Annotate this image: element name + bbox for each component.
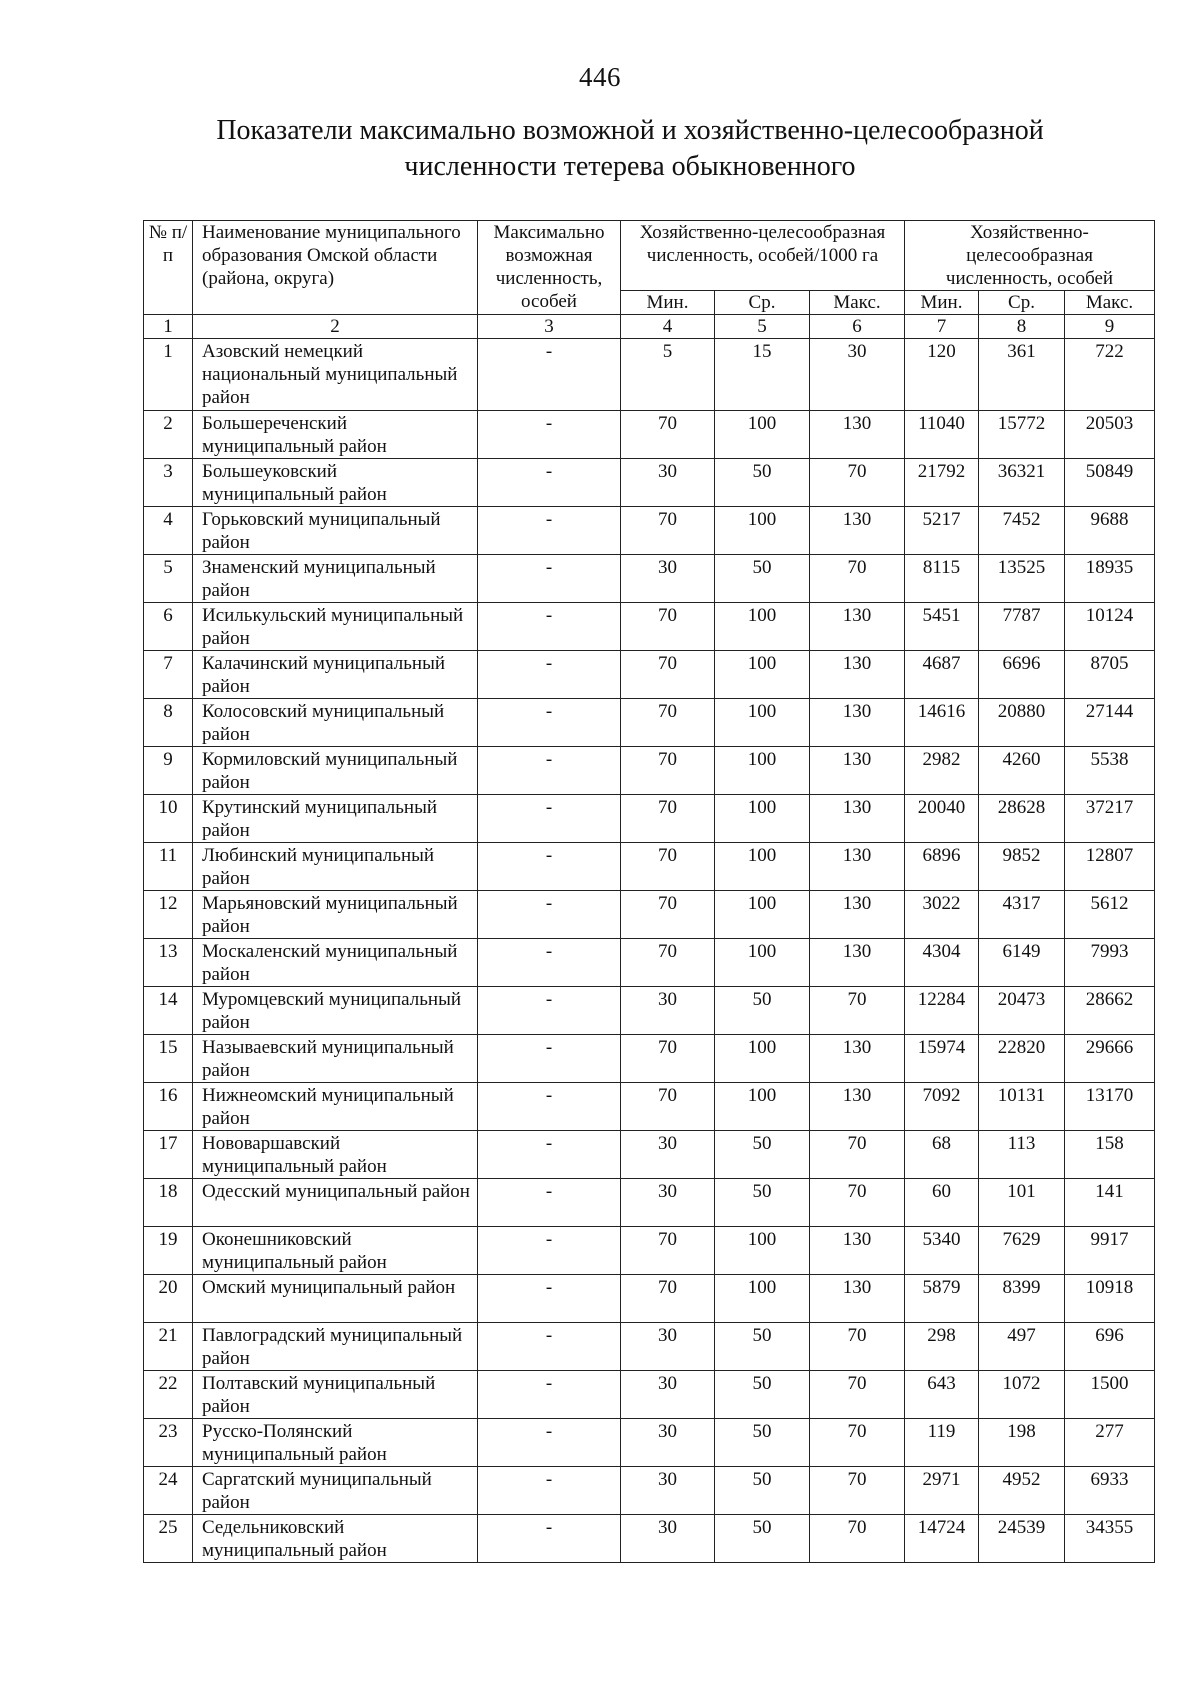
title-line-2: численности тетерева обыкновенного xyxy=(404,151,856,182)
count-min-value: 14724 xyxy=(905,1515,979,1563)
max-possible-value: - xyxy=(478,1419,621,1467)
row-number: 4 xyxy=(144,507,193,555)
count-max-value: 6933 xyxy=(1065,1467,1155,1515)
count-avg-value: 497 xyxy=(979,1323,1065,1371)
max-possible-value: - xyxy=(478,339,621,411)
row-number: 10 xyxy=(144,795,193,843)
count-avg-value: 20880 xyxy=(979,699,1065,747)
density-max-value: 130 xyxy=(810,1275,905,1323)
density-max-value: 130 xyxy=(810,939,905,987)
title-line-1: Показатели максимально возможной и хозяйственно-целесообразной xyxy=(216,115,1044,146)
header-density-max: Макс. xyxy=(810,291,905,315)
max-possible-value: - xyxy=(478,891,621,939)
row-number: 13 xyxy=(144,939,193,987)
density-max-value: 70 xyxy=(810,1467,905,1515)
max-possible-value: - xyxy=(478,411,621,459)
row-number: 14 xyxy=(144,987,193,1035)
density-avg-value: 100 xyxy=(715,651,810,699)
density-avg-value: 100 xyxy=(715,699,810,747)
count-avg-value: 7787 xyxy=(979,603,1065,651)
row-number: 17 xyxy=(144,1131,193,1179)
table-row xyxy=(144,1083,1155,1131)
count-avg-value: 4317 xyxy=(979,891,1065,939)
density-max-value: 130 xyxy=(810,795,905,843)
density-avg-value: 100 xyxy=(715,1035,810,1083)
count-avg-value: 8399 xyxy=(979,1275,1065,1323)
density-avg-value: 50 xyxy=(715,987,810,1035)
max-possible-value: - xyxy=(478,939,621,987)
max-possible-value: - xyxy=(478,507,621,555)
count-min-value: 119 xyxy=(905,1419,979,1467)
density-max-value: 130 xyxy=(810,1227,905,1275)
count-max-value: 158 xyxy=(1065,1131,1155,1179)
count-max-value: 12807 xyxy=(1065,843,1155,891)
table-row xyxy=(144,1467,1155,1515)
count-min-value: 60 xyxy=(905,1179,979,1227)
district-name: Полтавский муниципальный район xyxy=(193,1371,478,1419)
density-avg-value: 50 xyxy=(715,1371,810,1419)
table-row xyxy=(144,1179,1155,1227)
district-name: Знаменский муниципальный район xyxy=(193,555,478,603)
density-min-value: 30 xyxy=(621,1323,715,1371)
district-name: Исилькульский муниципальный район xyxy=(193,603,478,651)
district-name: Нижнеомский муниципальный район xyxy=(193,1083,478,1131)
density-max-value: 130 xyxy=(810,507,905,555)
density-avg-value: 100 xyxy=(715,843,810,891)
density-avg-value: 100 xyxy=(715,1227,810,1275)
density-min-value: 70 xyxy=(621,891,715,939)
density-min-value: 30 xyxy=(621,1515,715,1563)
district-name: Москаленский муниципальный район xyxy=(193,939,478,987)
count-min-value: 5451 xyxy=(905,603,979,651)
count-min-value: 298 xyxy=(905,1323,979,1371)
count-avg-value: 1072 xyxy=(979,1371,1065,1419)
column-number: 3 xyxy=(478,315,621,339)
count-min-value: 5879 xyxy=(905,1275,979,1323)
table-row xyxy=(144,339,1155,411)
district-name: Саргатский муниципальный район xyxy=(193,1467,478,1515)
density-avg-value: 100 xyxy=(715,1083,810,1131)
district-name: Большереченский муниципальный район xyxy=(193,411,478,459)
column-number: 2 xyxy=(193,315,478,339)
district-name: Седельниковский муниципальный район xyxy=(193,1515,478,1563)
table-row xyxy=(144,747,1155,795)
density-max-value: 130 xyxy=(810,651,905,699)
density-avg-value: 50 xyxy=(715,1131,810,1179)
count-min-value: 643 xyxy=(905,1371,979,1419)
district-name: Марьяновский муниципальный район xyxy=(193,891,478,939)
max-possible-value: - xyxy=(478,459,621,507)
max-possible-value: - xyxy=(478,843,621,891)
density-min-value: 70 xyxy=(621,1083,715,1131)
density-min-value: 70 xyxy=(621,1275,715,1323)
max-possible-value: - xyxy=(478,651,621,699)
header-count-group: Хозяйственно-целесообразная численность, особей xyxy=(905,221,1155,291)
column-number: 5 xyxy=(715,315,810,339)
density-max-value: 130 xyxy=(810,411,905,459)
count-max-value: 141 xyxy=(1065,1179,1155,1227)
max-possible-value: - xyxy=(478,747,621,795)
max-possible-value: - xyxy=(478,795,621,843)
district-name: Крутинский муниципальный район xyxy=(193,795,478,843)
row-number: 3 xyxy=(144,459,193,507)
table-row xyxy=(144,1515,1155,1563)
table-row xyxy=(144,795,1155,843)
max-possible-value: - xyxy=(478,1083,621,1131)
max-possible-value: - xyxy=(478,1179,621,1227)
table-row xyxy=(144,603,1155,651)
density-min-value: 30 xyxy=(621,1467,715,1515)
row-number: 8 xyxy=(144,699,193,747)
grouse-population-table xyxy=(143,220,1155,1563)
table-row xyxy=(144,459,1155,507)
count-min-value: 14616 xyxy=(905,699,979,747)
count-avg-value: 10131 xyxy=(979,1083,1065,1131)
count-max-value: 696 xyxy=(1065,1323,1155,1371)
district-name: Любинский муниципальный район xyxy=(193,843,478,891)
max-possible-value: - xyxy=(478,1371,621,1419)
district-name: Нововаршавский муниципальный район xyxy=(193,1131,478,1179)
density-avg-value: 50 xyxy=(715,1515,810,1563)
density-max-value: 70 xyxy=(810,1131,905,1179)
count-avg-value: 20473 xyxy=(979,987,1065,1035)
count-max-value: 9917 xyxy=(1065,1227,1155,1275)
density-min-value: 70 xyxy=(621,843,715,891)
density-max-value: 70 xyxy=(810,1179,905,1227)
row-number: 20 xyxy=(144,1275,193,1323)
max-possible-value: - xyxy=(478,987,621,1035)
header-row-1 xyxy=(144,221,1155,291)
table-row xyxy=(144,987,1155,1035)
district-name: Колосовский муниципальный район xyxy=(193,699,478,747)
density-max-value: 70 xyxy=(810,1515,905,1563)
table-row xyxy=(144,939,1155,987)
density-min-value: 30 xyxy=(621,1419,715,1467)
count-avg-value: 7629 xyxy=(979,1227,1065,1275)
density-avg-value: 100 xyxy=(715,891,810,939)
table-row xyxy=(144,651,1155,699)
count-avg-value: 15772 xyxy=(979,411,1065,459)
table-row xyxy=(144,1275,1155,1323)
density-avg-value: 100 xyxy=(715,747,810,795)
count-avg-value: 22820 xyxy=(979,1035,1065,1083)
max-possible-value: - xyxy=(478,1131,621,1179)
header-name: Наименование муниципального образования Омской области (района, округа) xyxy=(193,221,478,315)
district-name: Большеуковский муниципальный район xyxy=(193,459,478,507)
density-min-value: 5 xyxy=(621,339,715,411)
column-number: 7 xyxy=(905,315,979,339)
count-max-value: 10124 xyxy=(1065,603,1155,651)
density-avg-value: 100 xyxy=(715,939,810,987)
count-avg-value: 24539 xyxy=(979,1515,1065,1563)
count-avg-value: 101 xyxy=(979,1179,1065,1227)
count-min-value: 12284 xyxy=(905,987,979,1035)
count-min-value: 120 xyxy=(905,339,979,411)
column-number: 9 xyxy=(1065,315,1155,339)
max-possible-value: - xyxy=(478,1515,621,1563)
density-max-value: 70 xyxy=(810,459,905,507)
count-max-value: 34355 xyxy=(1065,1515,1155,1563)
density-min-value: 70 xyxy=(621,747,715,795)
count-max-value: 5612 xyxy=(1065,891,1155,939)
column-number: 1 xyxy=(144,315,193,339)
row-number: 16 xyxy=(144,1083,193,1131)
max-possible-value: - xyxy=(478,1467,621,1515)
row-number: 23 xyxy=(144,1419,193,1467)
count-min-value: 5217 xyxy=(905,507,979,555)
density-min-value: 70 xyxy=(621,603,715,651)
count-max-value: 20503 xyxy=(1065,411,1155,459)
table-row xyxy=(144,411,1155,459)
table-row xyxy=(144,1035,1155,1083)
header-count-avg: Ср. xyxy=(979,291,1065,315)
row-number: 22 xyxy=(144,1371,193,1419)
row-number: 18 xyxy=(144,1179,193,1227)
max-possible-value: - xyxy=(478,1275,621,1323)
row-number: 6 xyxy=(144,603,193,651)
header-max-possible: Максимально возможная численность, особей xyxy=(478,221,621,315)
density-max-value: 70 xyxy=(810,1323,905,1371)
count-max-value: 10918 xyxy=(1065,1275,1155,1323)
count-avg-value: 36321 xyxy=(979,459,1065,507)
row-number: 11 xyxy=(144,843,193,891)
density-max-value: 30 xyxy=(810,339,905,411)
density-avg-value: 50 xyxy=(715,555,810,603)
density-max-value: 70 xyxy=(810,555,905,603)
column-number: 8 xyxy=(979,315,1065,339)
row-number: 12 xyxy=(144,891,193,939)
density-avg-value: 100 xyxy=(715,1275,810,1323)
district-name: Кормиловский муниципальный район xyxy=(193,747,478,795)
density-min-value: 30 xyxy=(621,1179,715,1227)
district-name: Оконешниковский муниципальный район xyxy=(193,1227,478,1275)
count-min-value: 5340 xyxy=(905,1227,979,1275)
density-max-value: 130 xyxy=(810,603,905,651)
row-number: 5 xyxy=(144,555,193,603)
count-avg-value: 28628 xyxy=(979,795,1065,843)
district-name: Павлоградский муниципальный район xyxy=(193,1323,478,1371)
density-avg-value: 100 xyxy=(715,507,810,555)
density-max-value: 70 xyxy=(810,987,905,1035)
count-max-value: 7993 xyxy=(1065,939,1155,987)
count-max-value: 9688 xyxy=(1065,507,1155,555)
count-min-value: 2982 xyxy=(905,747,979,795)
count-min-value: 68 xyxy=(905,1131,979,1179)
count-max-value: 37217 xyxy=(1065,795,1155,843)
density-min-value: 70 xyxy=(621,411,715,459)
count-min-value: 2971 xyxy=(905,1467,979,1515)
row-number: 15 xyxy=(144,1035,193,1083)
density-max-value: 130 xyxy=(810,843,905,891)
count-max-value: 8705 xyxy=(1065,651,1155,699)
page-number: 446 xyxy=(579,62,621,92)
table-row xyxy=(144,507,1155,555)
district-name: Одесский муниципальный район xyxy=(193,1179,478,1227)
count-min-value: 6896 xyxy=(905,843,979,891)
count-min-value: 3022 xyxy=(905,891,979,939)
max-possible-value: - xyxy=(478,1035,621,1083)
count-avg-value: 4260 xyxy=(979,747,1065,795)
header-count-min: Мин. xyxy=(905,291,979,315)
district-name: Омский муниципальный район xyxy=(193,1275,478,1323)
count-max-value: 29666 xyxy=(1065,1035,1155,1083)
district-name: Называевский муниципальный район xyxy=(193,1035,478,1083)
density-max-value: 70 xyxy=(810,1419,905,1467)
header-density-group: Хозяйственно-целесообразная численность, особей/1000 га xyxy=(621,221,905,291)
density-avg-value: 50 xyxy=(715,1179,810,1227)
count-max-value: 28662 xyxy=(1065,987,1155,1035)
density-min-value: 70 xyxy=(621,507,715,555)
count-avg-value: 6149 xyxy=(979,939,1065,987)
density-min-value: 70 xyxy=(621,1035,715,1083)
row-number: 19 xyxy=(144,1227,193,1275)
header-density-min: Мин. xyxy=(621,291,715,315)
count-min-value: 11040 xyxy=(905,411,979,459)
density-max-value: 130 xyxy=(810,891,905,939)
row-number: 21 xyxy=(144,1323,193,1371)
count-avg-value: 4952 xyxy=(979,1467,1065,1515)
count-max-value: 5538 xyxy=(1065,747,1155,795)
density-min-value: 30 xyxy=(621,1131,715,1179)
column-number-row xyxy=(144,315,1155,339)
density-avg-value: 15 xyxy=(715,339,810,411)
table-row xyxy=(144,1227,1155,1275)
density-min-value: 70 xyxy=(621,699,715,747)
count-avg-value: 361 xyxy=(979,339,1065,411)
density-avg-value: 100 xyxy=(715,795,810,843)
district-name: Калачинский муниципальный район xyxy=(193,651,478,699)
column-number: 6 xyxy=(810,315,905,339)
density-max-value: 130 xyxy=(810,699,905,747)
header-count-max: Макс. xyxy=(1065,291,1155,315)
count-min-value: 4687 xyxy=(905,651,979,699)
table-row xyxy=(144,843,1155,891)
density-avg-value: 50 xyxy=(715,1467,810,1515)
table-row xyxy=(144,1323,1155,1371)
density-max-value: 70 xyxy=(810,1371,905,1419)
count-avg-value: 13525 xyxy=(979,555,1065,603)
count-avg-value: 6696 xyxy=(979,651,1065,699)
district-name: Муромцевский муниципальный район xyxy=(193,987,478,1035)
count-max-value: 18935 xyxy=(1065,555,1155,603)
density-max-value: 130 xyxy=(810,747,905,795)
row-number: 1 xyxy=(144,339,193,411)
density-min-value: 70 xyxy=(621,651,715,699)
table-row xyxy=(144,699,1155,747)
density-min-value: 70 xyxy=(621,939,715,987)
count-avg-value: 9852 xyxy=(979,843,1065,891)
count-max-value: 1500 xyxy=(1065,1371,1155,1419)
density-min-value: 30 xyxy=(621,987,715,1035)
table-row xyxy=(144,891,1155,939)
count-max-value: 722 xyxy=(1065,339,1155,411)
count-max-value: 27144 xyxy=(1065,699,1155,747)
density-max-value: 130 xyxy=(810,1035,905,1083)
count-min-value: 7092 xyxy=(905,1083,979,1131)
density-min-value: 70 xyxy=(621,1227,715,1275)
density-min-value: 30 xyxy=(621,555,715,603)
density-avg-value: 50 xyxy=(715,1323,810,1371)
row-number: 2 xyxy=(144,411,193,459)
count-max-value: 277 xyxy=(1065,1419,1155,1467)
table-row xyxy=(144,1419,1155,1467)
count-avg-value: 7452 xyxy=(979,507,1065,555)
table-row xyxy=(144,1131,1155,1179)
count-min-value: 8115 xyxy=(905,555,979,603)
district-name: Горьковский муниципальный район xyxy=(193,507,478,555)
density-min-value: 70 xyxy=(621,795,715,843)
count-avg-value: 113 xyxy=(979,1131,1065,1179)
count-min-value: 4304 xyxy=(905,939,979,987)
district-name: Русско-Полянский муниципальный район xyxy=(193,1419,478,1467)
max-possible-value: - xyxy=(478,699,621,747)
document-title xyxy=(170,113,1090,185)
table-row xyxy=(144,1371,1155,1419)
count-min-value: 21792 xyxy=(905,459,979,507)
density-min-value: 30 xyxy=(621,459,715,507)
row-number: 25 xyxy=(144,1515,193,1563)
max-possible-value: - xyxy=(478,1227,621,1275)
count-max-value: 13170 xyxy=(1065,1083,1155,1131)
density-min-value: 30 xyxy=(621,1371,715,1419)
district-name: Азовский немецкий национальный муниципальный район xyxy=(193,339,478,411)
count-max-value: 50849 xyxy=(1065,459,1155,507)
max-possible-value: - xyxy=(478,555,621,603)
density-avg-value: 100 xyxy=(715,411,810,459)
max-possible-value: - xyxy=(478,603,621,651)
row-number: 7 xyxy=(144,651,193,699)
table-body xyxy=(144,339,1155,1563)
count-avg-value: 198 xyxy=(979,1419,1065,1467)
table-row xyxy=(144,555,1155,603)
row-number: 9 xyxy=(144,747,193,795)
density-avg-value: 100 xyxy=(715,603,810,651)
density-max-value: 130 xyxy=(810,1083,905,1131)
header-density-avg: Ср. xyxy=(715,291,810,315)
column-number: 4 xyxy=(621,315,715,339)
header-num: № п/п xyxy=(144,221,193,315)
density-avg-value: 50 xyxy=(715,459,810,507)
count-min-value: 20040 xyxy=(905,795,979,843)
row-number: 24 xyxy=(144,1467,193,1515)
count-min-value: 15974 xyxy=(905,1035,979,1083)
density-avg-value: 50 xyxy=(715,1419,810,1467)
max-possible-value: - xyxy=(478,1323,621,1371)
